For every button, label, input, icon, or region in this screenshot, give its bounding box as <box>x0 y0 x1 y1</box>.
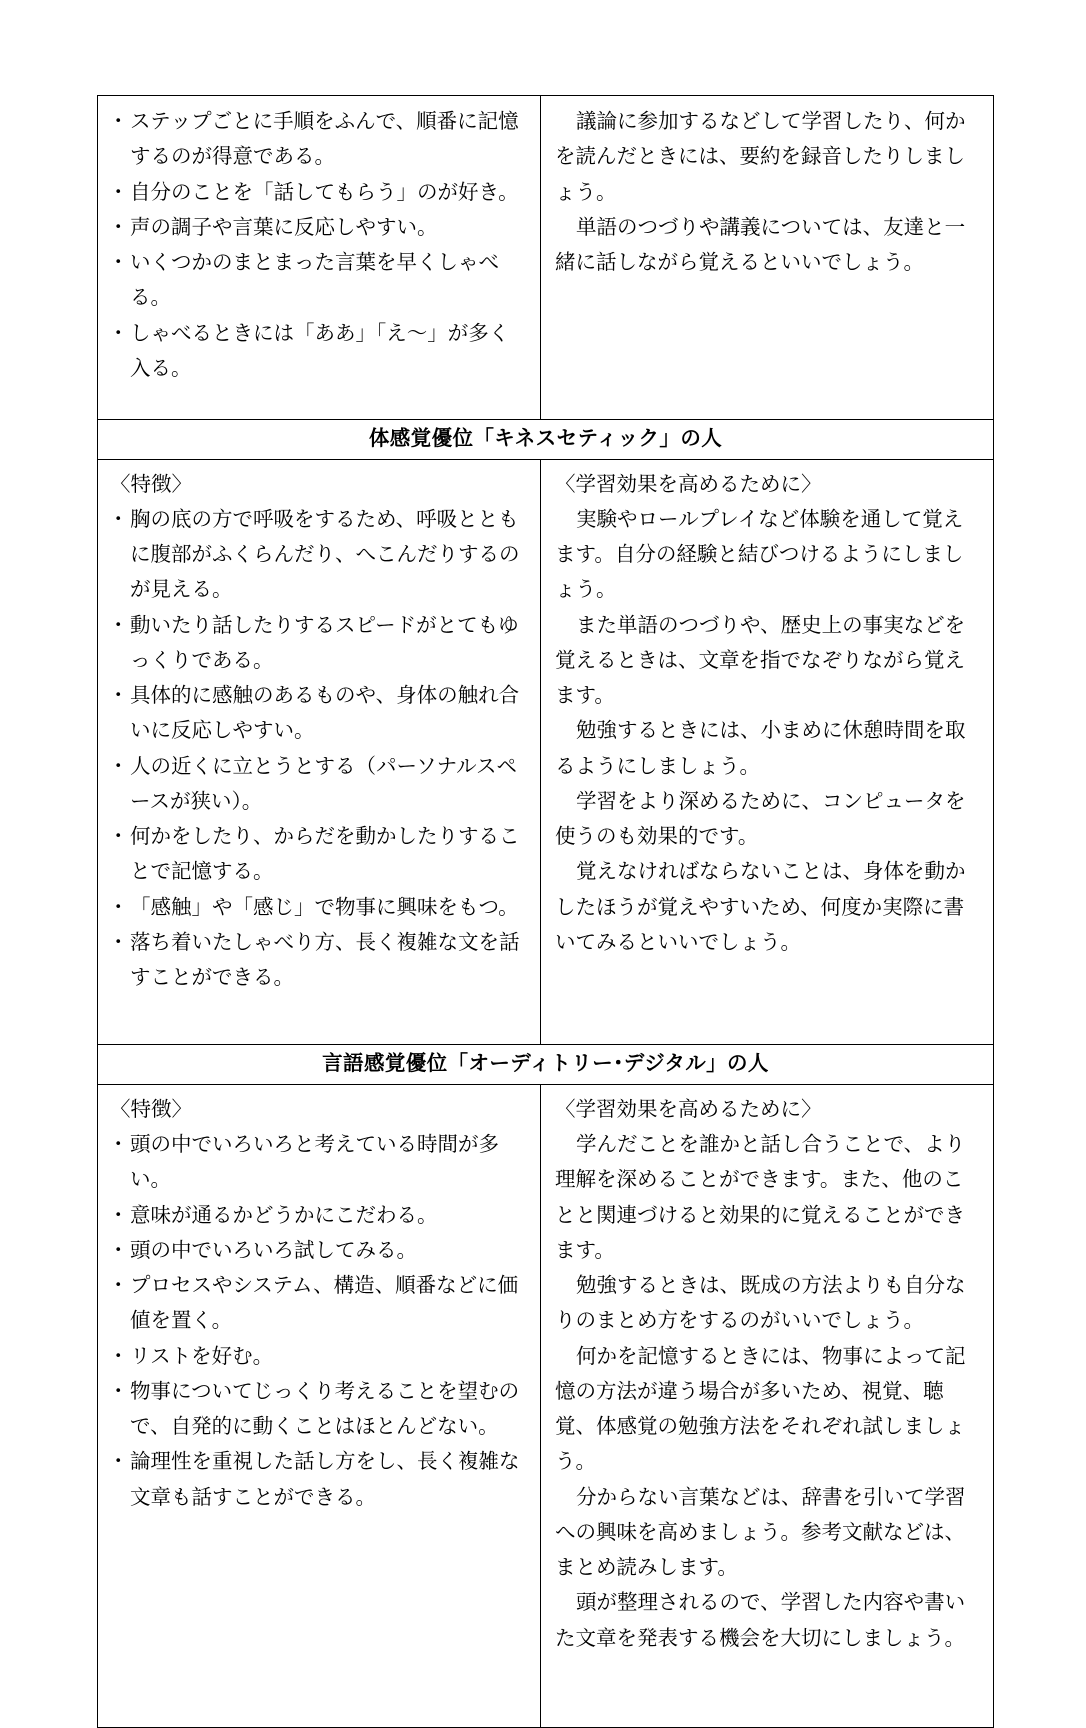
list-item: ・ 意味が通るかどうかにこだわる。 <box>110 1199 529 1234</box>
paragraph: 実験やロールプレイなど体験を通して覚えます。自分の経験と結びつけるようにしましょう。 <box>555 508 964 602</box>
list-item: ・ ステップごとに手順をふんで、順番に記憶するのが得意である。 <box>110 105 529 176</box>
list-item: ・ 「感触」や「感じ」で物事に興味をもつ。 <box>110 891 529 926</box>
list-item: ・ 論理性を重視した話し方をし、長く複雑な文章も話すことができる。 <box>110 1445 529 1516</box>
spacer <box>110 1516 529 1616</box>
list-item: ・ 胸の底の方で呼吸をするため、呼吸とともに腹部がふくらんだり、へこんだりするのが見える。 <box>110 503 529 609</box>
list-item: ・ 動いたり話したりするスピードがとてもゆっくりである。 <box>110 609 529 680</box>
spacer <box>110 996 529 1032</box>
table-row-section1-content <box>98 459 994 1045</box>
spacer <box>555 1657 981 1715</box>
section2-right-body <box>541 1085 993 1727</box>
cell-section1-study-tips <box>541 459 994 1045</box>
banner-cell <box>98 1045 994 1085</box>
section1-right-body <box>541 460 993 973</box>
paragraph: 学習をより深めるために、コンピュータを使うのも効果的です。 <box>555 790 966 849</box>
list-item: ・ 人の近くに立とうとする（パーソナルスペースが狭い）。 <box>110 750 529 821</box>
list-item: ・ 何かをしたり、からだを動かしたりすることで記憶する。 <box>110 820 529 891</box>
list-item: ・ 物事についてじっくり考えることを望むので、自発的に動くことはほとんどない。 <box>110 1375 529 1446</box>
cell-section2-characteristics <box>98 1084 541 1727</box>
list-item: ・ 声の調子や言葉に反応しやすい。 <box>110 211 529 246</box>
column-header-characteristics: 〈特徴〉 <box>110 473 192 496</box>
paragraph: また単語のつづりや、歴史上の事実などを覚えるときは、文章を指でなぞりながら覚えます。 <box>555 614 966 708</box>
section0-right-body <box>541 96 993 293</box>
section-title: 体感覚優位「キネスセティック」の人 <box>368 426 723 450</box>
list-item: ・ 落ち着いたしゃべり方、長く複雑な文を話すことができる。 <box>110 926 529 997</box>
list-item: ・ 頭の中でいろいろと考えている時間が多い。 <box>110 1128 529 1199</box>
section-banner-kinesthetic <box>98 420 994 460</box>
section0-bullet-list <box>110 105 529 387</box>
learning-styles-table <box>97 95 994 1728</box>
paragraph: 単語のつづりや講義については、友達と一緒に話しながら覚えるといいでしょう。 <box>555 216 966 274</box>
column-header-characteristics: 〈特徴〉 <box>110 1098 192 1121</box>
paragraph: 学んだことを誰かと話し合うことで、より理解を深めることができます。また、他のことと関連づけると効果的に覚えることができます。 <box>555 1134 966 1262</box>
paragraph: 覚えなければならないことは、身体を動かしたほうが覚えやすいため、何度か実際に書いてみるといいでしょう。 <box>555 861 966 954</box>
cell-section0-characteristics <box>98 96 541 420</box>
list-item: ・ プロセスやシステム、構造、順番などに価値を置く。 <box>110 1269 529 1340</box>
paragraph: 分からない言葉などは、辞書を引いて学習への興味を高めましょう。参考文献などは、まとめ読みします。 <box>555 1486 966 1580</box>
cell-section0-study-tips <box>541 96 994 420</box>
section-banner-auditory-digital <box>98 1045 994 1085</box>
section0-left-body <box>98 96 540 419</box>
banner-cell <box>98 420 994 460</box>
paragraph: 勉強するときは、既成の方法よりも自分なりのまとめ方をするのがいいでしょう。 <box>555 1275 966 1333</box>
section-title: 言語感覚優位「オーディトリー･デジタル」の人 <box>322 1051 769 1076</box>
paragraph: 勉強するときには、小まめに休憩時間を取るようにしましょう。 <box>555 720 966 778</box>
list-item: ・ 具体的に感触のあるものや、身体の触れ合いに反応しやすい。 <box>110 679 529 750</box>
cell-section2-study-tips <box>541 1084 994 1727</box>
spacer <box>110 387 529 407</box>
column-header-study-tips: 〈学習効果を高めるために〉 <box>555 473 822 496</box>
list-item: ・ しゃべるときには「ああ」「え～」が多く入る。 <box>110 317 529 388</box>
cell-section1-characteristics <box>98 459 541 1045</box>
list-item: ・ 自分のことを「話してもらう」のが好き。 <box>110 176 529 211</box>
section1-left-body <box>98 460 540 1045</box>
paragraph: 頭が整理されるので、学習した内容や書いた文章を発表する機会を大切にしましょう。 <box>555 1592 966 1650</box>
list-item: ・ リストを好む。 <box>110 1340 529 1375</box>
paragraph: 何かを記憶するときには、物事によって記憶の方法が違う場合が多いため、視覚、聴覚、体感覚の勉強方法をそれぞれ試しましょう。 <box>555 1345 966 1474</box>
section1-bullet-list <box>110 503 529 997</box>
table-row-section2-content <box>98 1084 994 1727</box>
list-item: ・ いくつかのまとまった言葉を早くしゃべる。 <box>110 246 529 317</box>
section2-bullet-list <box>110 1128 529 1516</box>
column-header-study-tips: 〈学習効果を高めるために〉 <box>555 1098 822 1121</box>
list-item: ・ 頭の中でいろいろ試してみる。 <box>110 1234 529 1269</box>
section2-left-body <box>98 1085 540 1628</box>
table-row-section0-content <box>98 96 994 420</box>
paragraph: 議論に参加するなどして学習したり、何かを読んだときには、要約を録音したりしましょう。 <box>555 111 966 204</box>
